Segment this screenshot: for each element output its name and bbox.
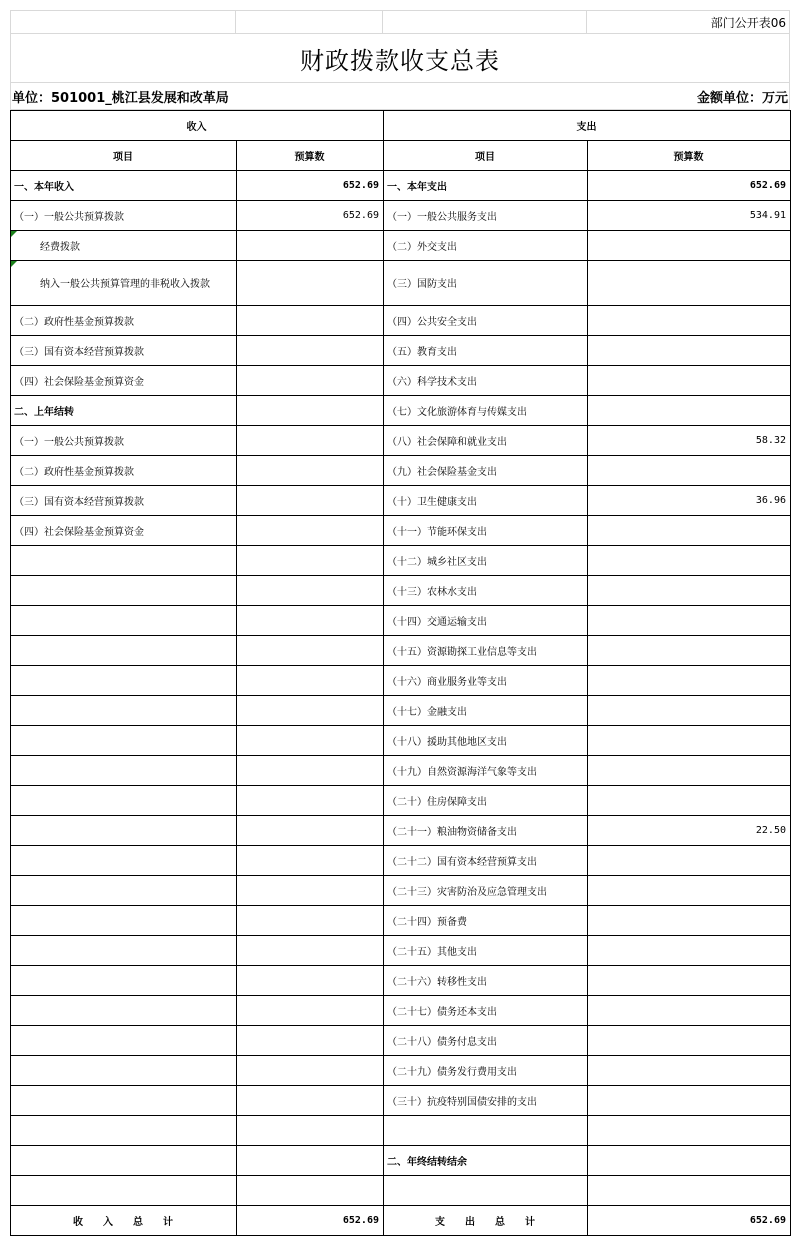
- income-item-cell: [10, 695, 236, 725]
- income-value-cell: [236, 1145, 383, 1175]
- expense-item-cell: （十四）交通运输支出: [387, 616, 487, 628]
- grid-hline: [10, 1025, 791, 1026]
- expense-value-cell: [587, 1115, 790, 1145]
- income-item-cell: [10, 665, 236, 695]
- expense-item-cell: （十二）城乡社区支出: [387, 556, 487, 568]
- expense-value-cell: [587, 905, 790, 935]
- expense-item-cell: （一）一般公共服务支出: [387, 211, 497, 223]
- income-value-cell: [236, 1055, 383, 1085]
- expense-item-cell: （十六）商业服务业等支出: [387, 676, 507, 688]
- expense-item-cell: （十八）援助其他地区支出: [387, 736, 507, 748]
- expense-item-cell: （十）卫生健康支出: [387, 496, 477, 508]
- grid-hline: [10, 455, 791, 456]
- expense-item-cell: （二十）住房保障支出: [387, 796, 487, 808]
- income-value-cell: [236, 575, 383, 605]
- income-item-cell: [10, 845, 236, 875]
- grid-vline: [236, 140, 237, 1236]
- grid-hline: [10, 1175, 791, 1176]
- expense-value-cell: [587, 845, 790, 875]
- grid-vline: [790, 110, 791, 1236]
- expense-item-cell: （二十六）转移性支出: [387, 976, 487, 988]
- expense-item-cell: （四）公共安全支出: [387, 316, 477, 328]
- expense-value-cell: 534.91: [749, 209, 786, 221]
- income-item-cell: [10, 965, 236, 995]
- income-value-cell: [236, 515, 383, 545]
- expense-item-cell: （十五）资源勘探工业信息等支出: [387, 646, 537, 658]
- expense-item-cell: [383, 1115, 587, 1145]
- income-value-cell: [236, 260, 383, 305]
- grid-hline: [10, 305, 791, 306]
- income-value-cell: [236, 905, 383, 935]
- income-value-cell: [236, 1175, 383, 1205]
- income-value-cell: [236, 725, 383, 755]
- grid-hline: [10, 605, 791, 606]
- income-value-cell: [236, 965, 383, 995]
- expense-item-cell: （十一）节能环保支出: [387, 526, 487, 538]
- expense-item-cell: （二）外交支出: [387, 241, 457, 253]
- income-item-cell: [10, 935, 236, 965]
- grid-hline: [10, 395, 791, 396]
- expense-value-cell: [587, 335, 790, 365]
- income-value-cell: [236, 755, 383, 785]
- grid-hline: [10, 200, 791, 201]
- grid-hline: [10, 335, 791, 336]
- expense-value-cell: [587, 1055, 790, 1085]
- grid-hline: [10, 965, 791, 966]
- income-item-cell: [10, 545, 236, 575]
- expense-item-cell: 二、年终结转结余: [387, 1156, 467, 1168]
- expense-item-cell: （二十四）预备费: [387, 916, 467, 928]
- grid-hline: [10, 170, 791, 171]
- income-value-cell: [236, 335, 383, 365]
- expense-value-cell: [587, 260, 790, 305]
- expense-item-cell: （十七）金融支出: [387, 706, 467, 718]
- expense-value-cell: [587, 965, 790, 995]
- header-blank-cell: [10, 10, 236, 34]
- expense-total-value: 652.69: [749, 1214, 786, 1226]
- form-number: 部门公开表06: [710, 15, 786, 30]
- income-item-cell: （一）一般公共预算拨款: [14, 436, 124, 448]
- grid-hline: [10, 725, 791, 726]
- income-value-cell: [236, 875, 383, 905]
- grid-hline: [10, 1205, 791, 1206]
- income-value-cell: [236, 845, 383, 875]
- income-item-cell: [10, 995, 236, 1025]
- income-value-cell: [236, 305, 383, 335]
- grid-hline: [10, 260, 791, 261]
- expense-value-cell: [587, 725, 790, 755]
- expense-item-cell: （二十三）灾害防治及应急管理支出: [387, 886, 547, 898]
- income-item-cell: [10, 1175, 236, 1205]
- income-item-cell: [10, 1055, 236, 1085]
- income-value-cell: [236, 230, 383, 260]
- income-item-cell: 二、上年结转: [14, 406, 74, 418]
- grid-hline: [10, 815, 791, 816]
- expense-item-cell: （二十一）粮油物资储备支出: [387, 826, 517, 838]
- grid-hline: [10, 1235, 791, 1236]
- expense-value-cell: [587, 515, 790, 545]
- grid-hline: [10, 935, 791, 936]
- income-value-cell: [236, 1115, 383, 1145]
- income-item-cell: [10, 785, 236, 815]
- income-value-cell: [236, 935, 383, 965]
- grid-hline: [10, 1055, 791, 1056]
- grid-hline: [10, 485, 791, 486]
- expense-item-cell: （二十七）债务还本支出: [387, 1006, 497, 1018]
- grid-hline: [10, 845, 791, 846]
- expense-value-cell: [587, 1085, 790, 1115]
- expense-header: 支出: [576, 121, 597, 133]
- income-item-cell: （四）社会保险基金预算资金: [14, 376, 144, 388]
- income-header: 收入: [186, 121, 207, 133]
- income-value-cell: [236, 1085, 383, 1115]
- income-value-cell: [236, 1025, 383, 1055]
- column-header-budget: 预算数: [673, 151, 704, 163]
- income-value-cell: [236, 695, 383, 725]
- grid-hline: [10, 785, 791, 786]
- income-value-cell: [236, 545, 383, 575]
- expense-total-label: 支 出 总 计: [435, 1216, 535, 1228]
- income-item-cell: 经费拨款: [40, 241, 80, 253]
- income-item-cell: [10, 1145, 236, 1175]
- grid-hline: [10, 755, 791, 756]
- grid-hline: [10, 695, 791, 696]
- expense-item-cell: （二十八）债务付息支出: [387, 1036, 497, 1048]
- comment-marker-icon: [11, 231, 17, 237]
- column-header-budget: 预算数: [294, 151, 325, 163]
- expense-item-cell: （七）文化旅游体育与传媒支出: [387, 406, 527, 418]
- expense-item-cell: （二十二）国有资本经营预算支出: [387, 856, 537, 868]
- expense-item-cell: （二十五）其他支出: [387, 946, 477, 958]
- grid-hline: [10, 665, 791, 666]
- expense-value-cell: [587, 755, 790, 785]
- income-item-cell: （二）政府性基金预算拨款: [14, 316, 134, 328]
- income-value-cell: [236, 995, 383, 1025]
- income-item-cell: [10, 755, 236, 785]
- grid-hline: [10, 1145, 791, 1146]
- income-value-cell: 652.69: [342, 179, 379, 191]
- expense-value-cell: [587, 365, 790, 395]
- income-item-cell: （四）社会保险基金预算资金: [14, 526, 144, 538]
- grid-hline: [10, 575, 791, 576]
- expense-item-cell: （三十）抗疫特别国债安排的支出: [387, 1096, 537, 1108]
- grid-hline: [10, 1115, 791, 1116]
- expense-item-cell: （八）社会保障和就业支出: [387, 436, 507, 448]
- income-item-cell: （三）国有资本经营预算拨款: [14, 496, 144, 508]
- expense-value-cell: [587, 575, 790, 605]
- grid-vline: [383, 110, 384, 1236]
- grid-hline: [10, 515, 791, 516]
- grid-vline: [10, 110, 11, 1236]
- income-value-cell: [236, 815, 383, 845]
- income-total-label: 收 入 总 计: [73, 1216, 173, 1228]
- expense-value-cell: 652.69: [749, 179, 786, 191]
- income-item-cell: [10, 815, 236, 845]
- expense-item-cell: （十九）自然资源海洋气象等支出: [387, 766, 537, 778]
- page-title: 财政拨款收支总表: [300, 46, 500, 75]
- income-value-cell: [236, 785, 383, 815]
- expense-value-cell: [587, 875, 790, 905]
- grid-hline: [10, 365, 791, 366]
- grid-hline: [10, 1085, 791, 1086]
- income-item-cell: [10, 905, 236, 935]
- grid-hline: [10, 995, 791, 996]
- grid-hline: [10, 905, 791, 906]
- amount-unit-label: 金额单位：万元: [696, 90, 788, 106]
- income-item-cell: [10, 1085, 236, 1115]
- income-item-cell: [10, 1025, 236, 1055]
- income-item-cell: [10, 605, 236, 635]
- column-header-item: 项目: [113, 151, 133, 163]
- expense-value-cell: [587, 395, 790, 425]
- header-blank-cell: [235, 10, 383, 34]
- income-total-value: 652.69: [342, 1214, 379, 1226]
- expense-value-cell: [587, 305, 790, 335]
- expense-item-cell: （五）教育支出: [387, 346, 457, 358]
- grid-vline: [587, 140, 588, 1236]
- income-value-cell: 652.69: [342, 209, 379, 221]
- expense-value-cell: [587, 785, 790, 815]
- expense-value-cell: [587, 665, 790, 695]
- income-value-cell: [236, 365, 383, 395]
- grid-hline: [10, 425, 791, 426]
- expense-value-cell: [587, 455, 790, 485]
- grid-hline: [10, 635, 791, 636]
- grid-hline: [10, 545, 791, 546]
- column-header-item: 项目: [475, 151, 495, 163]
- expense-value-cell: [587, 1025, 790, 1055]
- income-value-cell: [236, 425, 383, 455]
- expense-item-cell: （十三）农林水支出: [387, 586, 477, 598]
- income-value-cell: [236, 605, 383, 635]
- expense-value-cell: [587, 695, 790, 725]
- income-value-cell: [236, 485, 383, 515]
- header-blank-cell: [382, 10, 587, 34]
- expense-value-cell: [587, 1175, 790, 1205]
- unit-label: 单位：501001_桃江县发展和改革局: [12, 90, 229, 106]
- expense-item-cell: （三）国防支出: [387, 279, 457, 290]
- expense-item-cell: （九）社会保险基金支出: [387, 466, 497, 478]
- income-item-cell: [10, 635, 236, 665]
- grid-hline: [10, 140, 791, 141]
- expense-value-cell: [587, 935, 790, 965]
- expense-value-cell: 22.50: [755, 824, 786, 836]
- comment-marker-icon: [11, 261, 17, 267]
- expense-value-cell: [587, 1145, 790, 1175]
- income-item-cell: 纳入一般公共预算管理的非税收入拨款: [40, 279, 210, 290]
- expense-value-cell: 58.32: [755, 434, 786, 446]
- income-value-cell: [236, 395, 383, 425]
- income-item-cell: 一、本年收入: [14, 181, 74, 193]
- expense-item-cell: （六）科学技术支出: [387, 376, 477, 388]
- expense-value-cell: [587, 635, 790, 665]
- grid-hline: [10, 230, 791, 231]
- income-item-cell: （二）政府性基金预算拨款: [14, 466, 134, 478]
- income-value-cell: [236, 635, 383, 665]
- expense-item-cell: 一、本年支出: [387, 181, 447, 193]
- expense-value-cell: [587, 230, 790, 260]
- expense-value-cell: [587, 995, 790, 1025]
- income-item-cell: [10, 1115, 236, 1145]
- expense-value-cell: [587, 545, 790, 575]
- expense-item-cell: [383, 1175, 587, 1205]
- income-value-cell: [236, 455, 383, 485]
- income-item-cell: [10, 575, 236, 605]
- income-item-cell: [10, 875, 236, 905]
- income-value-cell: [236, 665, 383, 695]
- expense-item-cell: （二十九）债务发行费用支出: [387, 1066, 517, 1078]
- grid-hline: [10, 110, 791, 111]
- expense-value-cell: 36.96: [755, 494, 786, 506]
- grid-hline: [10, 875, 791, 876]
- income-item-cell: （一）一般公共预算拨款: [14, 211, 124, 223]
- income-item-cell: （三）国有资本经营预算拨款: [14, 346, 144, 358]
- expense-value-cell: [587, 605, 790, 635]
- income-item-cell: [10, 725, 236, 755]
